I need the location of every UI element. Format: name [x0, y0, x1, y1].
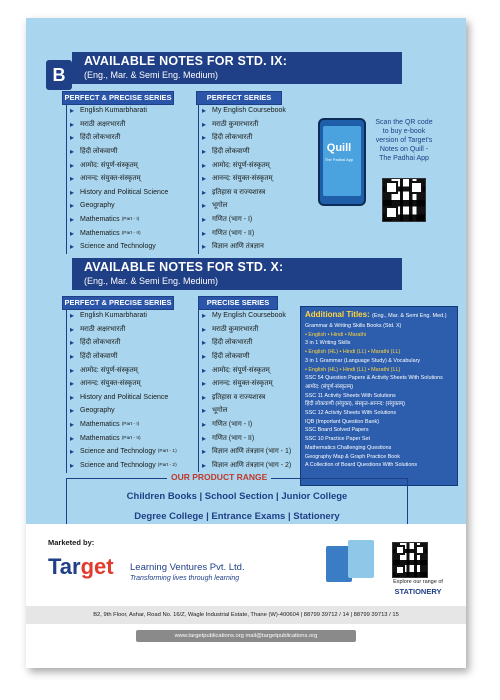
std9-right-rule	[198, 104, 199, 254]
bullet-icon: ▸	[70, 187, 75, 197]
additional-item: SSC Board Solved Papers	[305, 427, 369, 434]
address-bar: B2, 9th Floor, Ashar, Road No. 16/Z, Wagle Industrial Estate, Thane (W)-400604 | 88799 39712 / 14 | 88799 39713 / 15	[26, 606, 466, 624]
std9-left-item-label: History and Political Science	[80, 188, 169, 196]
additional-item: SSC 54 Question Papers & Activity Sheets With Solutions	[305, 375, 443, 382]
bullet-icon: ▸	[202, 119, 207, 129]
std10-left-item	[70, 418, 195, 432]
bullet-icon: ▸	[70, 352, 75, 362]
additional-list	[305, 322, 455, 470]
additional-item: SSC 12 Activity Sheets With Solutions	[305, 410, 397, 417]
std9-header	[72, 52, 402, 84]
std9-left-item	[70, 104, 195, 118]
bullet-icon: ▸	[202, 311, 207, 321]
bullet-icon: ▸	[70, 392, 75, 402]
std10-right-list	[202, 309, 298, 472]
bullet-icon: ▸	[202, 379, 207, 389]
std10-left-item	[70, 363, 195, 377]
std10-right-item	[202, 377, 298, 391]
std10-left-item	[70, 431, 195, 445]
std10-title: AVAILABLE NOTES FOR STD. X:	[84, 260, 284, 274]
std9-title: AVAILABLE NOTES FOR STD. IX:	[84, 54, 288, 68]
brand-accent: get	[80, 554, 114, 579]
std9-right-item	[202, 104, 312, 118]
std10-left-rule	[66, 309, 67, 473]
std10-left-item	[70, 404, 195, 418]
quill-app-sub: The Padhai App	[324, 157, 354, 162]
quill-phone-image	[318, 118, 366, 206]
std10-right-item	[202, 391, 298, 405]
footer	[26, 524, 466, 668]
additional-item: हिंदी लोकवाणी (संयुक्त), संस्कृत-आनन्द: (संयुक्तम्)	[305, 401, 406, 408]
std10-left-item	[70, 323, 195, 337]
bullet-icon: ▸	[202, 133, 207, 143]
product-range-title: OUR PRODUCT RANGE	[167, 472, 271, 482]
std9-right-item-label: आनन्द: संयुक्त-संस्कृतम्	[212, 175, 273, 183]
bullet-icon: ▸	[70, 133, 75, 143]
std10-right-item-label: इतिहास व राज्यशास्त्र	[212, 393, 266, 401]
std10-left-item-label: Geography	[80, 407, 115, 415]
std10-right-item	[202, 363, 298, 377]
additional-item: SSC 11 Activity Sheets With Solutions	[305, 392, 396, 399]
additional-item: 3 in 1 Writing Skills	[305, 340, 351, 347]
std9-left-item-label: Science and Technology	[80, 243, 156, 251]
bullet-icon: ▸	[202, 242, 207, 252]
bullet-icon: ▸	[70, 201, 75, 211]
bullet-icon: ▸	[70, 406, 75, 416]
std10-left-item-label: History and Political Science	[80, 393, 169, 401]
publisher-logo: B	[46, 60, 72, 90]
std9-left-item-label: हिंदी लोकवाणी	[80, 148, 118, 156]
std9-right-item	[202, 145, 312, 159]
std9-left-item-label: आमोद: संपूर्ण-संस्कृतम्	[80, 161, 138, 169]
std10-left-item	[70, 459, 195, 473]
std10-right-item-label: गणित (भाग - I)	[212, 421, 253, 429]
std10-right-item	[202, 459, 298, 473]
std10-right-item-label: आनन्द: संयुक्त-संस्कृतम्	[212, 380, 273, 388]
std10-right-series: PRECISE SERIES	[198, 296, 278, 310]
std10-right-item	[202, 336, 298, 350]
std9-right-item-label: विज्ञान आणि तंत्रज्ञान	[212, 243, 264, 251]
bullet-icon: ▸	[70, 160, 75, 170]
bullet-icon: ▸	[202, 215, 207, 225]
stationery-text: STATIONERY	[394, 587, 442, 596]
std10-left-item-note: (Part - I)	[121, 422, 140, 428]
std10-right-rule	[198, 309, 199, 473]
std9-right-item-label: गणित (भाग - I)	[212, 216, 253, 224]
std9-left-list	[70, 104, 195, 254]
bullet-icon: ▸	[202, 352, 207, 362]
additional-item: • English • Hindi • Marathi	[305, 331, 367, 338]
std10-right-item	[202, 350, 298, 364]
std10-left-item	[70, 336, 195, 350]
bullet-icon: ▸	[202, 338, 207, 348]
additional-item: Mathematics Challenging Questions	[305, 444, 392, 451]
bullet-icon: ▸	[70, 174, 75, 184]
bullet-icon: ▸	[70, 433, 75, 443]
std10-left-item-label: English Kumarbharati	[80, 312, 147, 320]
bullet-icon: ▸	[70, 338, 75, 348]
std10-left-item	[70, 309, 195, 323]
additional-item: आमोद: (संपूर्ण-संस्कृतम्)	[305, 383, 354, 390]
bullet-icon: ▸	[70, 228, 75, 238]
additional-titles-box	[300, 306, 458, 486]
std10-left-series: PERFECT & PRECISE SERIES	[62, 296, 174, 310]
bullet-icon: ▸	[202, 365, 207, 375]
std10-left-item	[70, 445, 195, 459]
bullet-icon: ▸	[202, 460, 207, 470]
std9-right-item-label: इतिहास व राज्यशास्त्र	[212, 188, 266, 196]
bullet-icon: ▸	[202, 420, 207, 430]
std9-subtitle: (Eng., Mar. & Semi Eng. Medium)	[84, 70, 219, 80]
bullet-icon: ▸	[202, 324, 207, 334]
std9-right-item-label: गणित (भाग - II)	[212, 229, 255, 237]
bullet-icon: ▸	[202, 392, 207, 402]
std10-left-item-label: मराठी अक्षरभारती	[80, 325, 126, 333]
bullet-icon: ▸	[70, 460, 75, 470]
bullet-icon: ▸	[202, 106, 207, 116]
std9-right-item	[202, 158, 312, 172]
std10-left-list	[70, 309, 195, 472]
bullet-icon: ▸	[70, 119, 75, 129]
std10-right-item-label: गणित (भाग - II)	[212, 434, 255, 442]
additional-title-sub: (Eng., Mar. & Semi Eng. Med.)	[371, 313, 447, 319]
additional-item: 3 in 1 Grammar (Language Study) & Vocabulary	[305, 357, 421, 364]
bullet-icon: ▸	[70, 215, 75, 225]
std9-left-item	[70, 145, 195, 159]
std9-right-item-label: भूगोल	[212, 202, 228, 210]
std9-right-item	[202, 240, 312, 254]
additional-item: Grammar & Writing Skills Books (Std. X)	[305, 323, 402, 329]
bullet-icon: ▸	[70, 311, 75, 321]
bullet-icon: ▸	[202, 174, 207, 184]
std10-right-item-label: भूगोल	[212, 407, 228, 415]
std9-left-item-label: English Kumarbharati	[80, 107, 147, 115]
additional-item: • English (HL) • Hindi (LL) • Marathi (LL)	[305, 349, 401, 356]
std9-left-rule	[66, 104, 67, 254]
std9-left-item	[70, 158, 195, 172]
quill-qr-code[interactable]	[382, 178, 426, 222]
std9-left-item-label: हिंदी लोकभारती	[80, 134, 121, 142]
std9-right-series: PERFECT SERIES	[196, 91, 282, 105]
std10-right-item	[202, 445, 298, 459]
brand-main: Tar	[48, 554, 81, 579]
bullet-icon: ▸	[202, 447, 207, 457]
std10-right-item-label: हिंदी लोकवाणी	[212, 353, 250, 361]
std9-right-item-label: मराठी कुमारभारती	[212, 120, 259, 128]
company-name: Learning Ventures Pvt. Ltd.	[130, 562, 245, 573]
std9-left-item	[70, 240, 195, 254]
std10-right-item-label: आमोद: संपूर्ण-संस्कृतम्	[212, 366, 270, 374]
std10-left-item-label: Science and Technology	[80, 461, 156, 469]
company-tagline: Transforming lives through learning	[130, 575, 240, 582]
bullet-icon: ▸	[202, 228, 207, 238]
additional-item: A Collection of Board Questions With Solutions	[305, 462, 418, 469]
additional-item: IQB (Important Question Bank)	[305, 418, 380, 425]
additional-item: • English (HL) • Hindi (LL) • Marathi (LL)	[305, 366, 401, 373]
std9-left-item-label: Mathematics	[80, 216, 120, 224]
std10-right-item-label: विज्ञान आणि तंत्रज्ञान (भाग - 1)	[212, 448, 292, 456]
std10-left-item-label: आमोद: संपूर्ण-संस्कृतम्	[80, 366, 138, 374]
std10-right-item	[202, 309, 298, 323]
std9-right-item	[202, 131, 312, 145]
std10-left-item-label: आनन्द: संयुक्त-संस्कृतम्	[80, 380, 141, 388]
bullet-icon: ▸	[70, 447, 75, 457]
std10-left-item-label: हिंदी लोकभारती	[80, 339, 121, 347]
std9-right-item	[202, 199, 312, 213]
bullet-icon: ▸	[70, 242, 75, 252]
std9-left-item	[70, 172, 195, 186]
bullet-icon: ▸	[202, 147, 207, 157]
std10-left-item-label: हिंदी लोकवाणी	[80, 353, 118, 361]
std9-left-item-label: Mathematics	[80, 229, 120, 237]
additional-title: Additional Titles: (Eng., Mar. & Semi Eng. Med.)	[305, 310, 447, 319]
std9-right-item-label: My English Coursebook	[212, 107, 286, 115]
std9-left-item-label: मराठी अक्षरभारती	[80, 120, 126, 128]
std9-right-item	[202, 118, 312, 132]
bullet-icon: ▸	[202, 201, 207, 211]
std9-right-item-label: हिंदी लोकभारती	[212, 134, 253, 142]
std10-left-item	[70, 391, 195, 405]
quill-app-name: Quill	[326, 142, 352, 154]
std9-right-item-label: आमोद: संपूर्ण-संस्कृतम्	[212, 161, 270, 169]
website-email-bar[interactable]: www.targetpublications.org mail@targetpublications.org	[136, 630, 356, 642]
std9-left-item	[70, 131, 195, 145]
std9-left-item-label: आनन्द: संयुक्त-संस्कृतम्	[80, 175, 141, 183]
std9-left-series: PERFECT & PRECISE SERIES	[62, 91, 174, 105]
std10-left-item	[70, 377, 195, 391]
std9-left-item-note: (Part - II)	[121, 230, 141, 236]
marketed-by-label: Marketed by:	[48, 538, 95, 547]
product-range-row-1: Children Books | School Section | Junior College	[126, 491, 348, 502]
bullet-icon: ▸	[202, 160, 207, 170]
std10-left-item-note: (Part - 1)	[157, 449, 177, 455]
bullet-icon: ▸	[202, 187, 207, 197]
std10-right-item	[202, 404, 298, 418]
std9-left-item-note: (Part - I)	[121, 217, 140, 223]
std10-left-item-label: Mathematics	[80, 434, 120, 442]
bullet-icon: ▸	[70, 379, 75, 389]
std10-left-item-note: (Part - 2)	[157, 462, 177, 468]
std9-right-item	[202, 213, 312, 227]
explore-text: Explore our range of	[393, 579, 443, 585]
std9-right-item	[202, 186, 312, 200]
std9-right-list	[202, 104, 312, 254]
bullet-icon: ▸	[70, 420, 75, 430]
std10-right-item	[202, 323, 298, 337]
bullet-icon: ▸	[70, 365, 75, 375]
bullet-icon: ▸	[70, 147, 75, 157]
stationery-book-image-2	[348, 540, 374, 578]
std10-right-item-label: मराठी कुमारभारती	[212, 325, 259, 333]
std10-right-item-label: हिंदी लोकभारती	[212, 339, 253, 347]
std10-left-item-label: Science and Technology	[80, 448, 156, 456]
quill-qr-text: Scan the QR code to buy e-book version of Target's Notes on Quill - The Padhai App	[375, 119, 433, 162]
additional-item: Geography Map & Graph Practice Book	[305, 453, 400, 460]
std9-left-item	[70, 213, 195, 227]
bullet-icon: ▸	[70, 324, 75, 334]
brochure-page	[26, 18, 466, 668]
additional-item: SSC 10 Practice Paper Set	[305, 436, 371, 443]
brand-logo	[48, 554, 114, 580]
std10-left-item	[70, 350, 195, 364]
std9-right-item	[202, 172, 312, 186]
std9-left-item	[70, 199, 195, 213]
std10-subtitle: (Eng., Mar. & Semi Eng. Medium)	[84, 276, 219, 286]
std10-right-item	[202, 431, 298, 445]
std10-left-item-label: Mathematics	[80, 421, 120, 429]
std9-left-item	[70, 186, 195, 200]
std9-left-item	[70, 118, 195, 132]
std10-right-item-label: My English Coursebook	[212, 312, 286, 320]
std10-right-item	[202, 418, 298, 432]
std9-right-item-label: हिंदी लोकवाणी	[212, 148, 250, 156]
bullet-icon: ▸	[202, 433, 207, 443]
std10-right-item-label: विज्ञान आणि तंत्रज्ञान (भाग - 2)	[212, 461, 292, 469]
bullet-icon: ▸	[202, 406, 207, 416]
std10-header	[72, 258, 402, 290]
product-range-row-2: Degree College | Entrance Exams | Stationery	[134, 511, 340, 522]
bullet-icon: ▸	[70, 106, 75, 116]
std9-left-item-label: Geography	[80, 202, 115, 210]
stationery-qr-code[interactable]	[392, 542, 428, 578]
std9-right-item	[202, 226, 312, 240]
std9-left-item	[70, 226, 195, 240]
std10-left-item-note: (Part - II)	[121, 435, 141, 441]
